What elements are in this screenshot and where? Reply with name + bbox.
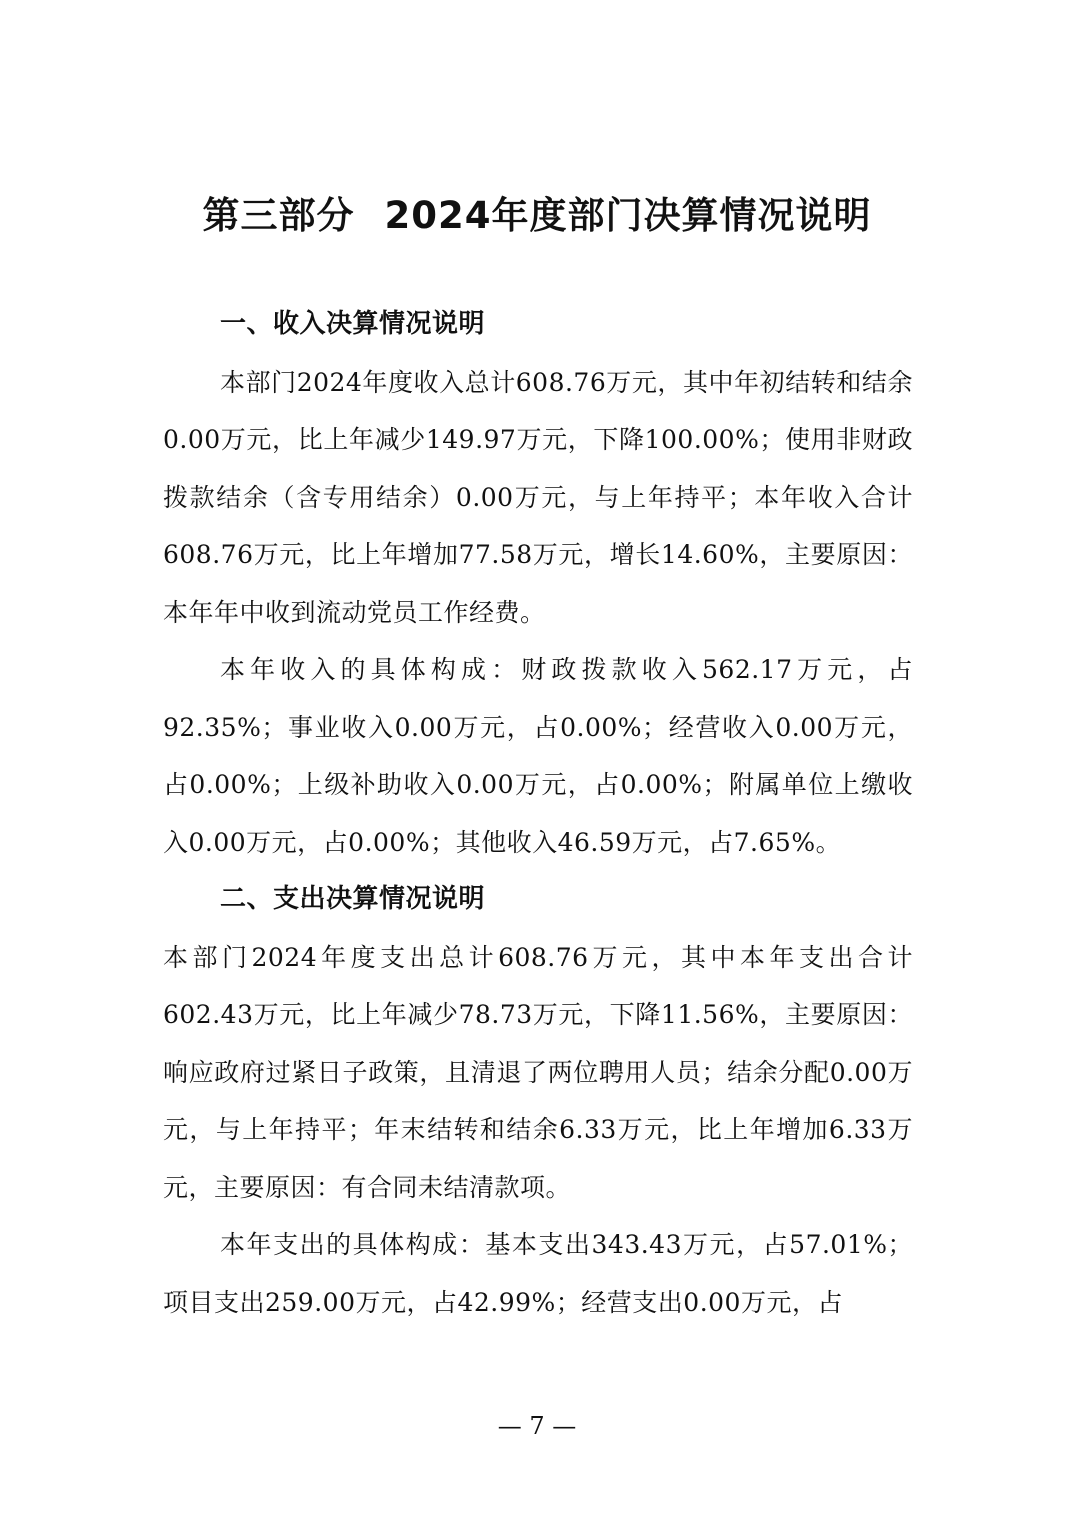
page-number: — 7 — [497,1412,577,1440]
document-body [163,296,913,1331]
income-composition-paragraph: 本年收入的具体构成：财政拨款收入562.17万元，占92.35%；事业收入0.00万元，占0.00%；经营收入0.00万元，占0.00%；上级补助收入0.00万元，占0.00%；附属单位上缴收入0.00万元，占0.00%；其他收入46.59万元，占7.65%。 [163,655,913,857]
section-heading-expenditure: 二、支出决算情况说明 [220,884,486,914]
title-part: 第三部分 [202,194,355,237]
expenditure-composition-paragraph: 本年支出的具体构成：基本支出343.43万元，占57.01%；项目支出259.00万元，占42.99%；经营支出0.00万元，占 [163,1230,913,1317]
income-summary-paragraph: 本部门2024年度收入总计608.76万元，其中年初结转和结余0.00万元，比上年减少149.97万元，下降100.00%；使用非财政拨款结余（含专用结余）0.00万元，与上年持平；本年收入合计608.76万元，比上年增加77.58万元，增长14.60%，主要原因：本年年中收到流动党员工作经费。 [163,367,913,627]
expenditure-summary-paragraph: 本部门2024年度支出总计608.76万元，其中本年支出合计602.43万元，比上年减少78.73万元，下降11.56%，主要原因：响应政府过紧日子政策，且清退了两位聘用人员；结余分配0.00万元，与上年持平；年末结转和结余6.33万元，比上年增加6.33万元，主要原因：有合同未结清款项。 [163,942,913,1202]
page-title [0,188,1074,244]
section-heading-income: 一、收入决算情况说明 [220,309,486,339]
title-text: 2024年度部门决算情况说明 [384,194,872,237]
